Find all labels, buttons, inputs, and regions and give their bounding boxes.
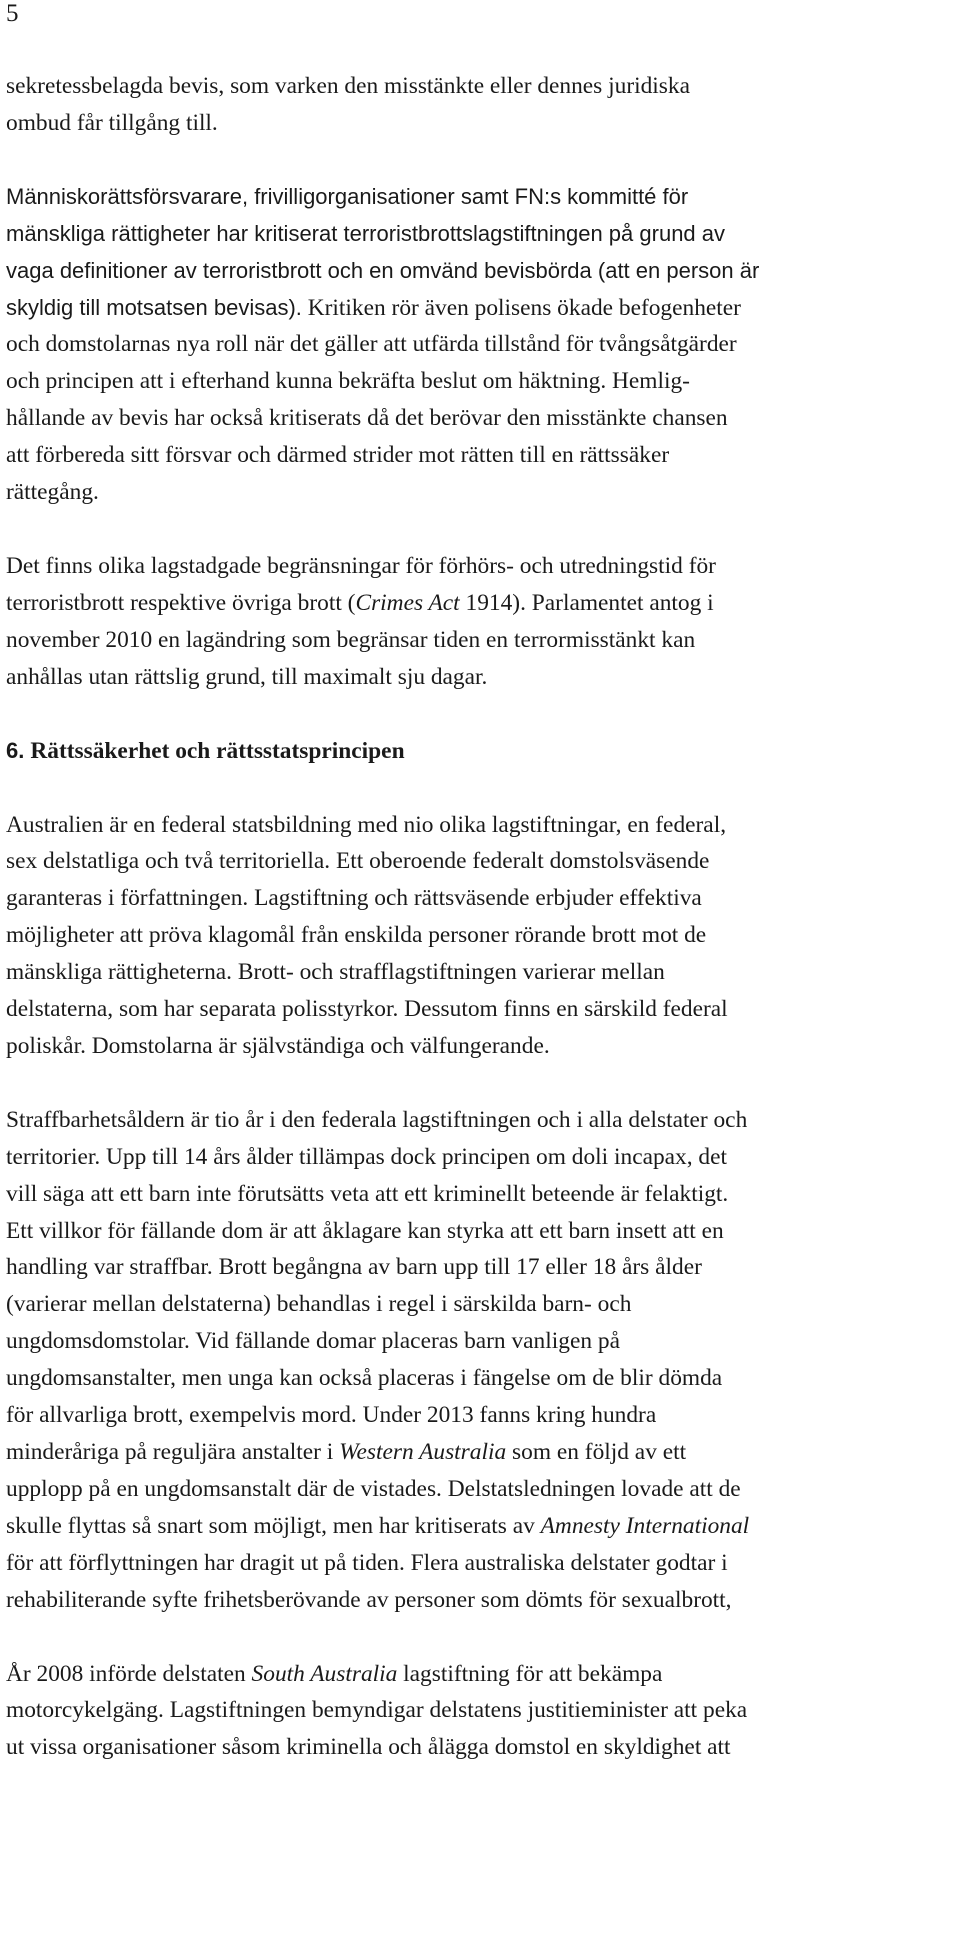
text-line: territorier. Upp till 14 års ålder tillämpas dock principen om doli incapax, det [6, 1143, 728, 1170]
italic-place: Western Australia [339, 1439, 507, 1465]
text-line: Ett villkor för fällande dom är att åklagare kan styrka att ett barn insett att en [6, 1217, 724, 1244]
text-line: vaga definitioner av terroristbrott och en omvänd bevisbörda (att en person är [6, 257, 760, 283]
text-line: mänskliga rättigheter har kritiserat terroristbrottslagstiftningen på grund av [6, 220, 726, 246]
text-line: för att förflyttningen har dragit ut på tiden. Flera australiska delstater godtar i [6, 1549, 728, 1576]
paragraph-criticism [6, 179, 954, 511]
text-line: rättegång. [6, 479, 99, 506]
section-title: Rättssäkerhet och rättsstatsprincipen [30, 737, 405, 764]
text-line: mänskliga rättigheterna. Brott- och strafflagstiftningen varierar mellan [6, 959, 665, 986]
paragraph-gap [6, 1619, 954, 1656]
text-line: motorcykelgäng. Lagstiftningen bemyndigar delstatens justitieminister att peka [6, 1697, 748, 1724]
paragraph-gap [6, 770, 954, 807]
italic-place: South Australia [251, 1660, 398, 1687]
text-line: ungdomsanstalter, men unga kan också placeras i fängelse om de blir dömda [6, 1365, 723, 1392]
text-line: Människorättsförsvarare, frivilligorganisationer samt FN:s kommitté för [6, 183, 689, 209]
text-segment: minderåriga på reguljära anstalter i [6, 1439, 340, 1465]
page-number: 5 [6, 0, 19, 27]
text-line: Straffbarhetsåldern är tio år i den federala lagstiftningen och i alla delstater och [6, 1106, 748, 1133]
text-line: poliskår. Domstolarna är självständiga och välfungerande. [6, 1032, 550, 1059]
text-segment: lagstiftning för att bekämpa [397, 1660, 663, 1687]
text-line: Det finns olika lagstadgade begränsningar för förhörs- och utredningstid för [6, 552, 716, 579]
text-line: ungdomsdomstolar. Vid fällande domar placeras barn vanligen på [6, 1328, 620, 1355]
text-line: hållande av bevis har också kritiserats då det berövar den misstänkte chansen [6, 405, 728, 432]
text-segment: Kritiken rör även polisens ökade befogenheter [301, 294, 741, 321]
text-line: handling var straffbar. Brott begångna av barn upp till 17 eller 18 års ålder [6, 1254, 702, 1281]
text-line: vill säga att ett barn inte förutsätts veta att ett kriminellt beteende är felaktigt. [6, 1180, 729, 1207]
paragraph-limits [6, 548, 954, 696]
paragraph-gap [6, 696, 954, 733]
text-line: upplopp på en ungdomsanstalt där de vistades. Delstatsledningen lovade att de [6, 1475, 741, 1502]
text-line: rehabiliterande syfte frihetsberövande av personer som dömts för sexualbrott, [6, 1586, 732, 1613]
text-segment: terroristbrott respektive övriga brott ( [6, 589, 356, 616]
text-line [6, 1656, 954, 1693]
text-line [6, 585, 954, 622]
text-line: november 2010 en lagändring som begränsar tiden en terrormisstänkt kan [6, 626, 696, 653]
text-segment: skulle flyttas så snart som möjligt, men har kritiserats av [6, 1512, 541, 1539]
text-segment: 1914). Parlamentet antog i [459, 589, 714, 616]
text-line: sex delstatliga och två territoriella. Ett oberoende federalt domstolsväsende [6, 848, 710, 875]
paragraph-gap [6, 511, 954, 548]
paragraph-federal [6, 807, 954, 1065]
text-line: och principen att i efterhand kunna bekräfta beslut om häktning. Hemlig- [6, 368, 690, 395]
text-line: sekretessbelagda bevis, som varken den misstänkte eller dennes juridiska [6, 73, 690, 99]
paragraph-motorcycle-gangs [6, 1656, 954, 1767]
text-segment: År 2008 införde delstaten [6, 1660, 252, 1687]
text-line [6, 1434, 954, 1471]
text-line [6, 1508, 954, 1545]
text-line: garanteras i författningen. Lagstiftning och rättsväsende erbjuder effektiva [6, 885, 702, 912]
italic-organisation: Amnesty International [540, 1512, 750, 1539]
text-line: Australien är en federal statsbildning med nio olika lagstiftningar, en federal, [6, 811, 727, 838]
text-line: för allvarliga brott, exempelvis mord. Under 2013 fanns kring hundra [6, 1402, 657, 1429]
italic-title: Crimes Act [355, 589, 460, 616]
paragraph-criminal-age [6, 1102, 954, 1619]
text-line: ombud får tillgång till. [6, 109, 218, 136]
paragraph-gap [6, 1065, 954, 1102]
text-line: möjligheter att pröva klagomål från enskilda personer rörande brott mot de [6, 922, 707, 949]
text-line: delstaterna, som har separata polisstyrkor. Dessutom finns en särskild federal [6, 996, 728, 1023]
text-line [6, 290, 954, 327]
text-segment: skyldig till motsatsen bevisas). [6, 294, 302, 320]
text-line: och domstolarnas nya roll när det gäller att utfärda tillstånd för tvångsåtgärder [6, 331, 737, 358]
text-line: att förbereda sitt försvar och därmed strider mot rätten till en rättssäker [6, 442, 670, 469]
text-segment: som en följd av ett [506, 1439, 687, 1465]
paragraph-gap [6, 142, 954, 179]
text-line: anhållas utan rättslig grund, till maximalt sju dagar. [6, 663, 488, 690]
paragraph-evidence [6, 68, 954, 142]
section-heading [6, 733, 954, 770]
text-line: ut vissa organisationer såsom kriminella och ålägga domstol en skyldighet att [6, 1734, 731, 1761]
section-number: 6. [6, 737, 25, 763]
document-body [6, 68, 954, 1766]
text-line: (varierar mellan delstaterna) behandlas i regel i särskilda barn- och [6, 1291, 632, 1318]
